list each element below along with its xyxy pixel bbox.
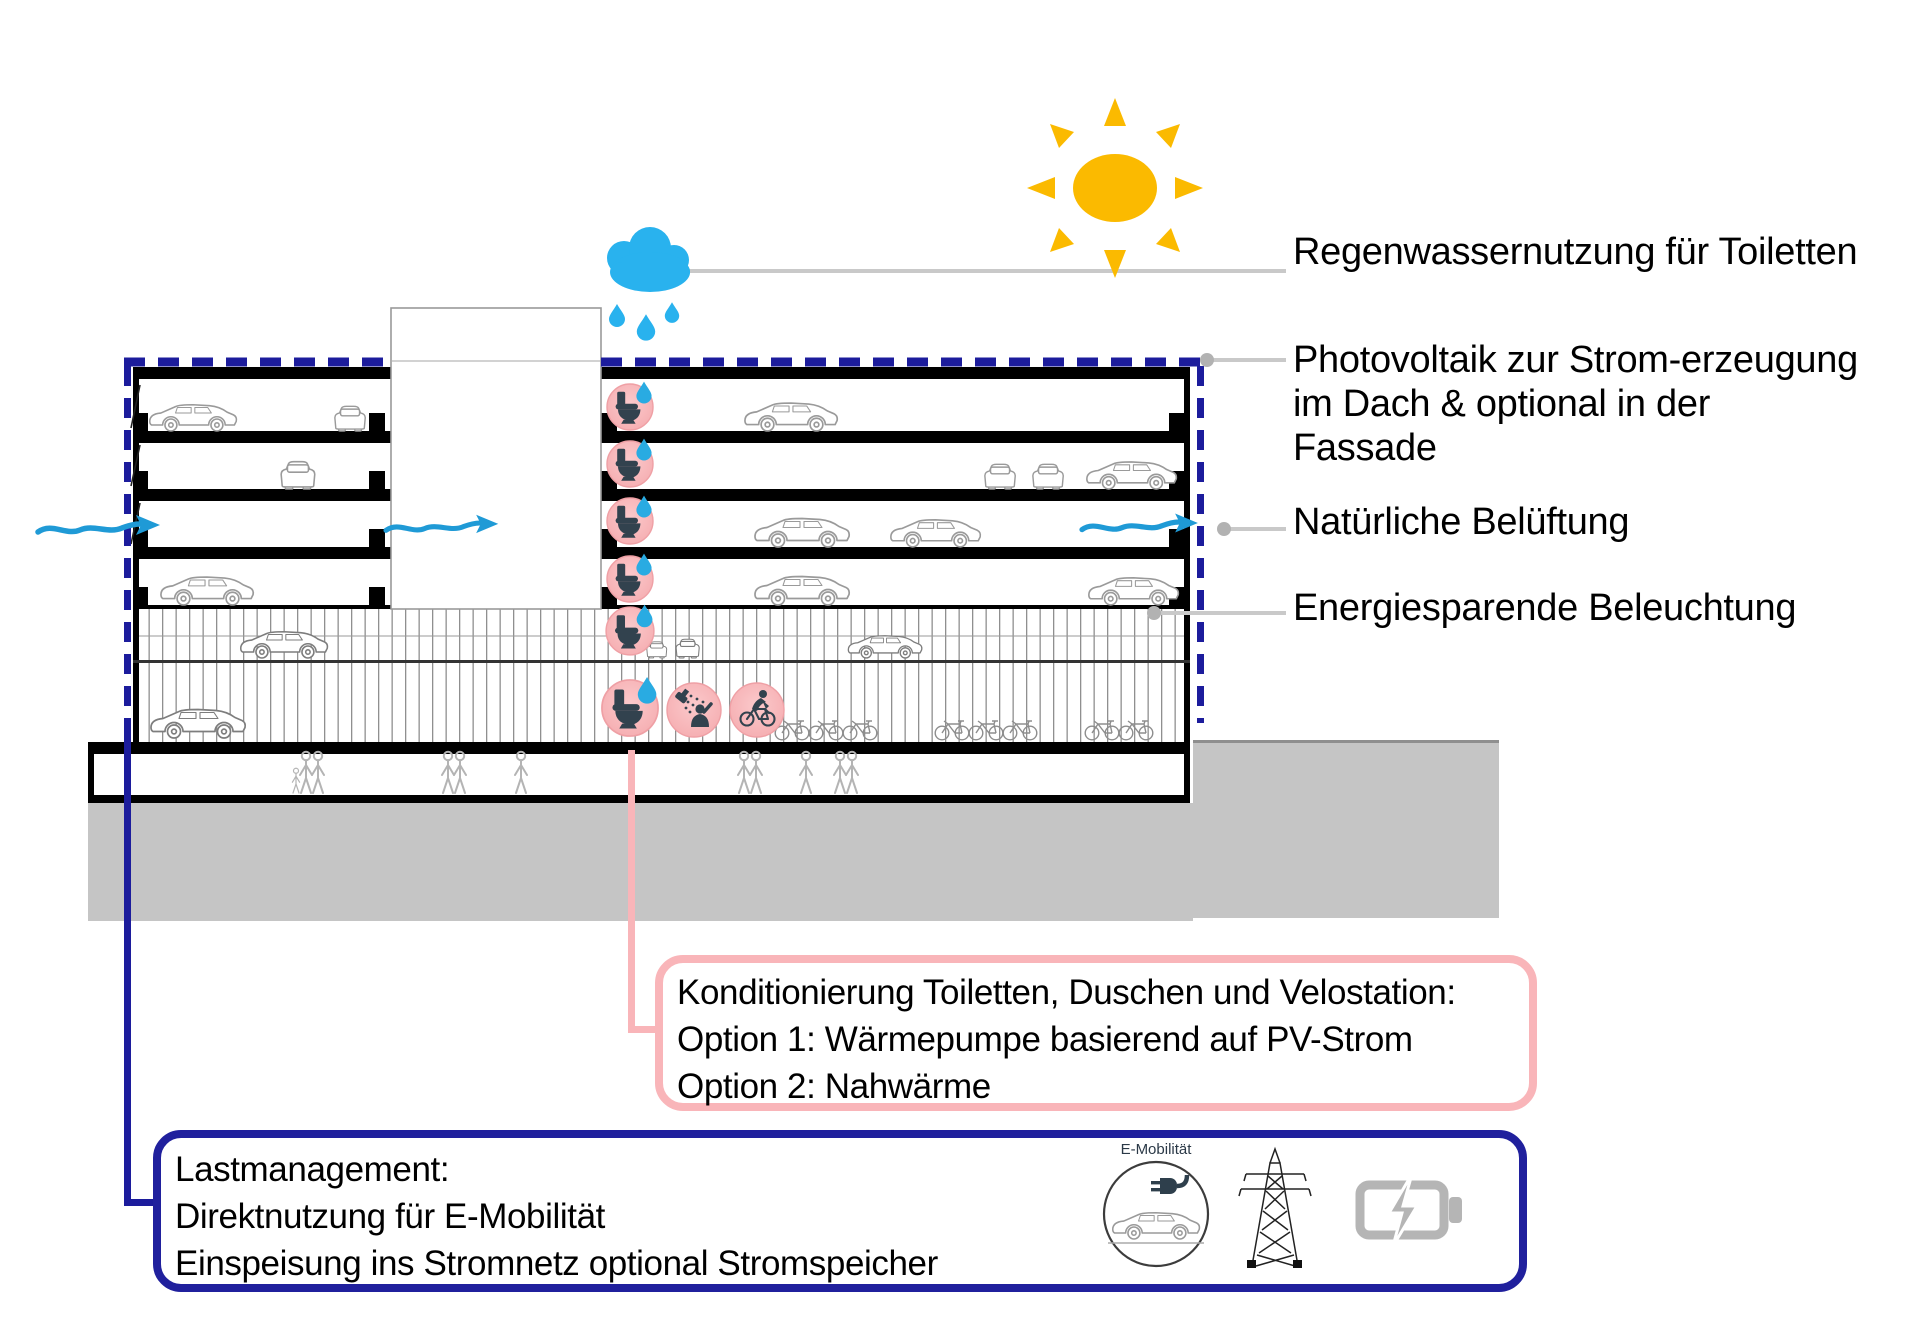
wind-arrow-icon bbox=[38, 515, 160, 535]
label-lighting: Energiesparende Beleuchtung bbox=[1293, 587, 1797, 629]
label-photovoltaics bbox=[1293, 338, 1858, 470]
toilet-icon bbox=[607, 439, 653, 487]
sun-icon bbox=[1027, 98, 1203, 278]
shower-icon bbox=[667, 683, 721, 737]
ground-slabs bbox=[88, 742, 1190, 803]
toilet-icon bbox=[607, 496, 653, 544]
load-management-line1: Lastmanagement: bbox=[175, 1150, 450, 1189]
wind-arrow-icon bbox=[1082, 513, 1198, 532]
conditioning-line2: Option 1: Wärmepumpe basierend auf PV-Strom bbox=[677, 1020, 1413, 1059]
conditioning-line3: Option 2: Nahwärme bbox=[677, 1067, 991, 1106]
label-ventilation: Natürliche Belüftung bbox=[1293, 501, 1630, 543]
central-shaft bbox=[391, 308, 601, 609]
toilet-icon bbox=[607, 554, 653, 602]
label-photovoltaics-line3: Fassade bbox=[1293, 427, 1437, 469]
label-photovoltaics-line2: im Dach & optional in der bbox=[1293, 383, 1711, 425]
conditioning-box bbox=[655, 955, 1537, 1111]
label-rainwater: Regenwassernutzung für Toiletten bbox=[1293, 231, 1858, 273]
load-management-box bbox=[153, 1130, 1527, 1292]
toilet-icon bbox=[607, 382, 653, 430]
bicycle-icon bbox=[730, 683, 784, 737]
label-photovoltaics-line1: Photovoltaik zur Strom-erzeugung bbox=[1293, 339, 1858, 381]
rain-cloud-icon bbox=[607, 227, 690, 341]
load-management-line3: Einspeisung ins Stromnetz optional Stromspeicher bbox=[175, 1244, 938, 1283]
parking-deck-lower bbox=[139, 663, 1184, 742]
building-structure bbox=[131, 367, 1190, 803]
earth bbox=[88, 740, 1499, 921]
conditioning-line1: Konditionierung Toiletten, Duschen und Velostation: bbox=[677, 973, 1456, 1012]
load-management-line2: Direktnutzung für E-Mobilität bbox=[175, 1197, 605, 1236]
e-mobility-label: E-Mobilität bbox=[1120, 1141, 1192, 1158]
pedestrians bbox=[292, 752, 858, 793]
